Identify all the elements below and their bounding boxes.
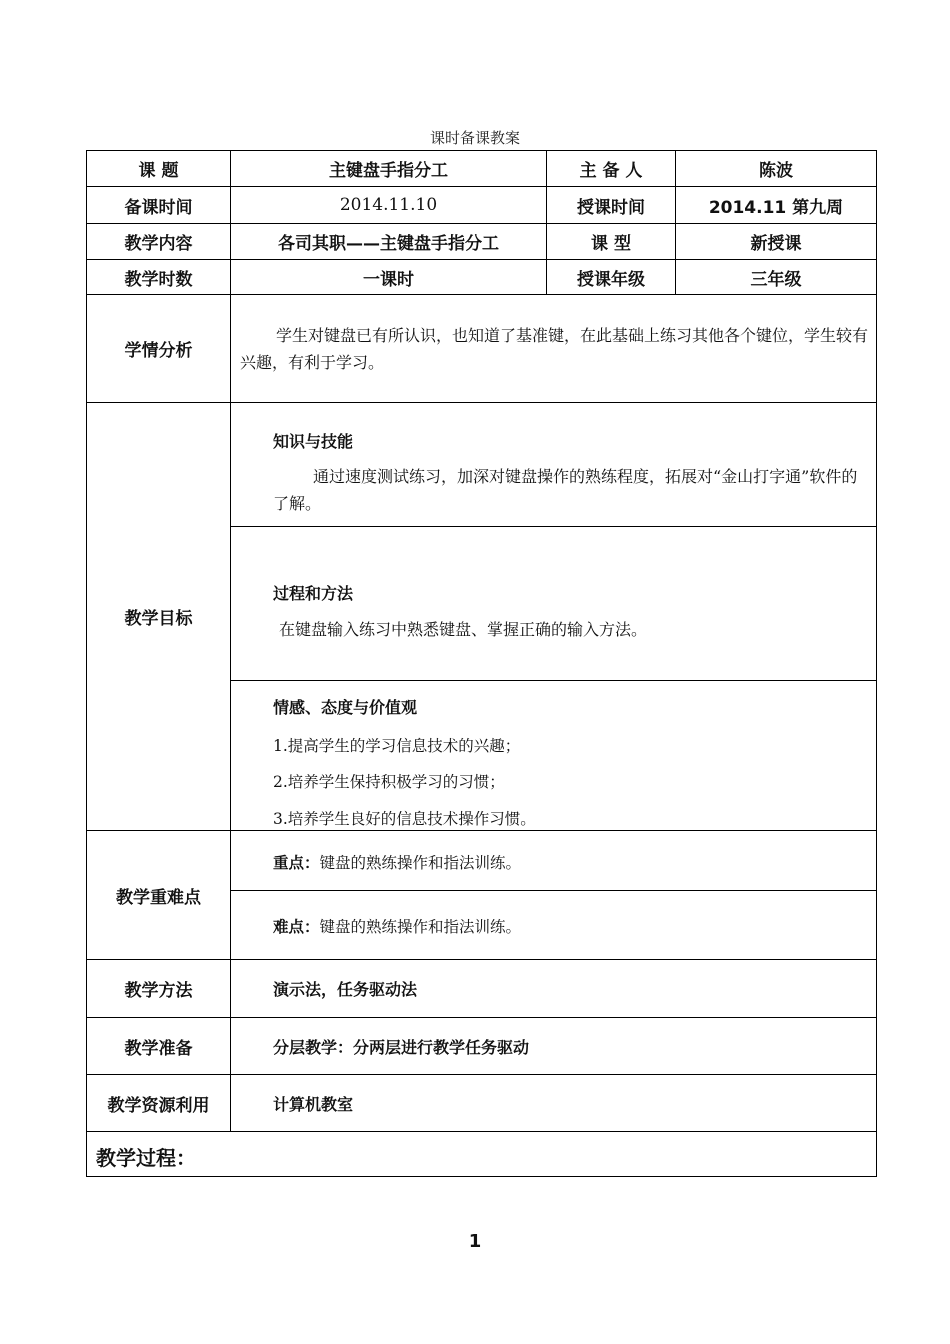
emotion-item: 3.培养学生良好的信息技术操作习惯。 — [273, 810, 536, 828]
periods-value: 一课时 — [363, 269, 414, 290]
analysis-label: 学情分析 — [124, 341, 193, 361]
emotion-item: 1.提高学生的学习信息技术的兴趣； — [273, 737, 521, 755]
prep-date-label: 备课时间 — [124, 197, 193, 218]
column-divider — [230, 151, 231, 1131]
difficulty-line — [273, 915, 521, 937]
objectives-label: 教学目标 — [124, 609, 193, 629]
teach-date-label: 授课时间 — [577, 197, 645, 218]
lesson-plan-table — [86, 150, 877, 1177]
preparation-label: 教学准备 — [124, 1038, 193, 1059]
resources-label: 教学资源利用 — [107, 1095, 210, 1116]
emotion-title: 情感、态度与价值观 — [273, 698, 418, 717]
lesson-type-value: 新授课 — [750, 234, 802, 254]
resources-value: 计算机教室 — [273, 1095, 354, 1114]
row-divider — [230, 890, 876, 891]
focus-line — [273, 851, 521, 873]
row-divider — [230, 526, 876, 527]
focus-text: 键盘的熟练操作和指法训练。 — [319, 854, 522, 872]
knowledge-title: 知识与技能 — [273, 432, 354, 451]
analysis-text: 学生对键盘已有所认识，也知道了基准键，在此基础上练习其他各个键位，学生较有兴趣，有利于学习。 — [240, 326, 869, 372]
key-points-label: 教学重难点 — [116, 887, 201, 908]
periods-label: 教学时数 — [124, 269, 193, 290]
process-heading: 教学过程： — [96, 1146, 196, 1170]
preparer-value: 陈波 — [759, 161, 793, 181]
grade-value: 三年级 — [750, 269, 802, 290]
row-divider — [87, 1131, 876, 1132]
grade-label: 授课年级 — [577, 269, 645, 290]
content-label: 教学内容 — [124, 234, 193, 254]
document-title: 课时备课教案 — [429, 129, 520, 147]
lesson-type-label: 课 型 — [591, 234, 631, 254]
difficulty-label: 难点： — [273, 918, 320, 936]
preparation-value: 分层教学：分两层进行教学任务驱动 — [273, 1038, 530, 1057]
prep-date-value: 2014.11.10 — [339, 195, 438, 215]
content-value: 各司其职——主键盘手指分工 — [278, 234, 499, 254]
knowledge-text: 通过速度测试练习，加深对键盘操作的熟练程度，拓展对“金山打字通”软件的了解。 — [273, 467, 858, 513]
topic-label: 课 题 — [138, 161, 179, 181]
process-title: 过程和方法 — [273, 584, 354, 603]
teach-date-value: 2014.11 第九周 — [708, 197, 844, 218]
method-value: 演示法，任务驱动法 — [273, 980, 418, 999]
topic-value: 主键盘手指分工 — [329, 161, 448, 181]
process-text: 在键盘输入练习中熟悉键盘、掌握正确的输入方法。 — [279, 620, 648, 639]
row-divider — [230, 680, 876, 681]
focus-label: 重点： — [273, 854, 320, 872]
emotion-item: 2.培养学生保持积极学习的习惯； — [273, 773, 505, 791]
preparer-label: 主 备 人 — [579, 161, 643, 181]
method-label: 教学方法 — [124, 981, 193, 1001]
difficulty-text: 键盘的熟练操作和指法训练。 — [319, 918, 522, 936]
page-number: 1 — [468, 1231, 482, 1252]
